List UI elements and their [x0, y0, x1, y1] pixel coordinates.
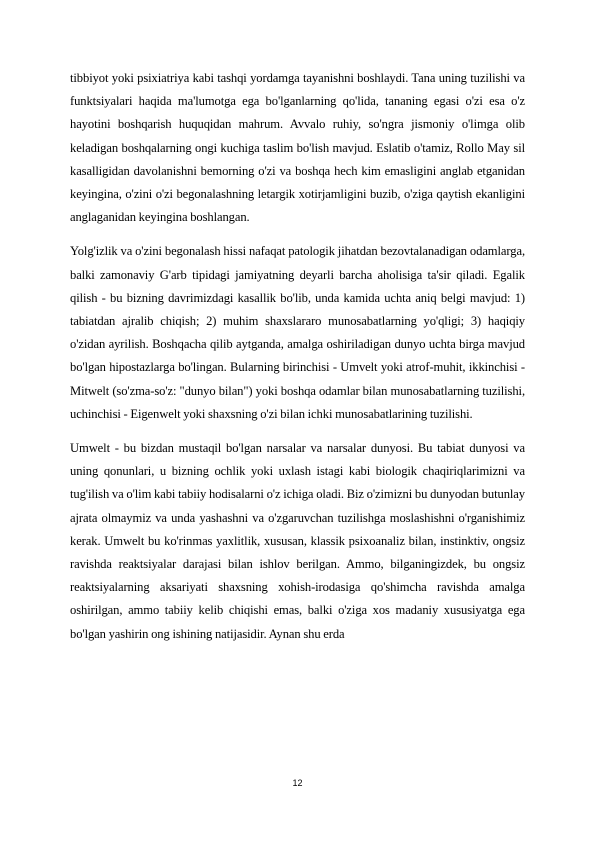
paragraph-2: Yolg'izlik va o'zini begonalash hissi nafaqat patologik jihatdan bezovtalanadigan odamlarga, balki zamonaviy G'arb tipidagi jamiyatning deyarli barcha aholisiga ta'sir qiladi. Egalik qilish - bu bizning davrimizdagi kasallik bo'lib, unda kamida uchta aniq belgi mavjud: 1) tabiatdan ajralib chiqish; 2) muhim shaxslararo munosabatlarning yo'qligi; 3) haqiqiy o'zidan ayrilish. Boshqacha qilib aytganda, amalga oshiriladigan dunyo uchta birga mavjud bo'lgan hipostazlarga bo'lingan. Bularning birinchisi - Umvelt yoki atrof-muhit, ikkinchisi - Mitwelt (so'zma-so'z: "dunyo bilan") yoki boshqa odamlar bilan munosabatlarning tuzilishi, uchinchisi - Eigenwelt yoki shaxsning o'zi bilan ichki munosabatlarining tuzilishi.	[70, 244, 525, 421]
page-number: 12	[292, 778, 303, 788]
paragraph-3: Umwelt - bu bizdan mustaqil bo'lgan narsalar va narsalar dunyosi. Bu tabiat dunyosi va uning qonunlari, u bizning ochlik yoki uxlash istagi kabi biologik chaqiriqlarimizni va tug'ilish va o'lim kabi tabiiy hodisalarni o'z ichiga oladi. Biz o'zimizni bu dunyodan butunlay ajrata olmaymiz va unda yashashni va o'zgaruvchan tuzilishga moslashishni o'rganishimiz kerak. Umwelt bu ko'rinmas yaxlitlik, xususan, klassik psixoanaliz bilan, instinktiv, ongsiz ravishda reaktsiyalar darajasi bilan ishlov berilgan. Ammo, bilganingizdek, bu ongsiz reaktsiyalarning aksariyati shaxsning xohish-irodasiga qo'shimcha ravishda amalga oshirilgan, ammo tabiiy kelib chiqishi emas, balki o'ziga xos madaniy xususiyatga ega bo'lgan yashirin ong ishining natijasidir. Aynan shu erda	[70, 441, 525, 641]
paragraph-1: tibbiyot yoki psixiatriya kabi tashqi yordamga tayanishni boshlaydi. Tana uning tuzilishi va funktsiyalari haqida ma'lumotga ega bo'lganlarning qo'lida, tananing egasi o'zi esa o'z hayotini boshqarish huquqidan mahrum. Avvalo ruhiy, so'ngra jismoniy o'limga olib keladigan boshqalarning ongi kuchiga taslim bo'lish mavjud. Eslatib o'tamiz, Rollo May sil kasalligidan davolanishni bemorning o'zi va boshqa hech kim emasligini anglab etganidan keyingina, o'zini o'zi begonalashning letargik xotirjamligini buzib, o'ziga qaytish ekanligini anglaganidan keyingina boshlangan.	[70, 71, 525, 225]
document-body	[70, 67, 525, 657]
